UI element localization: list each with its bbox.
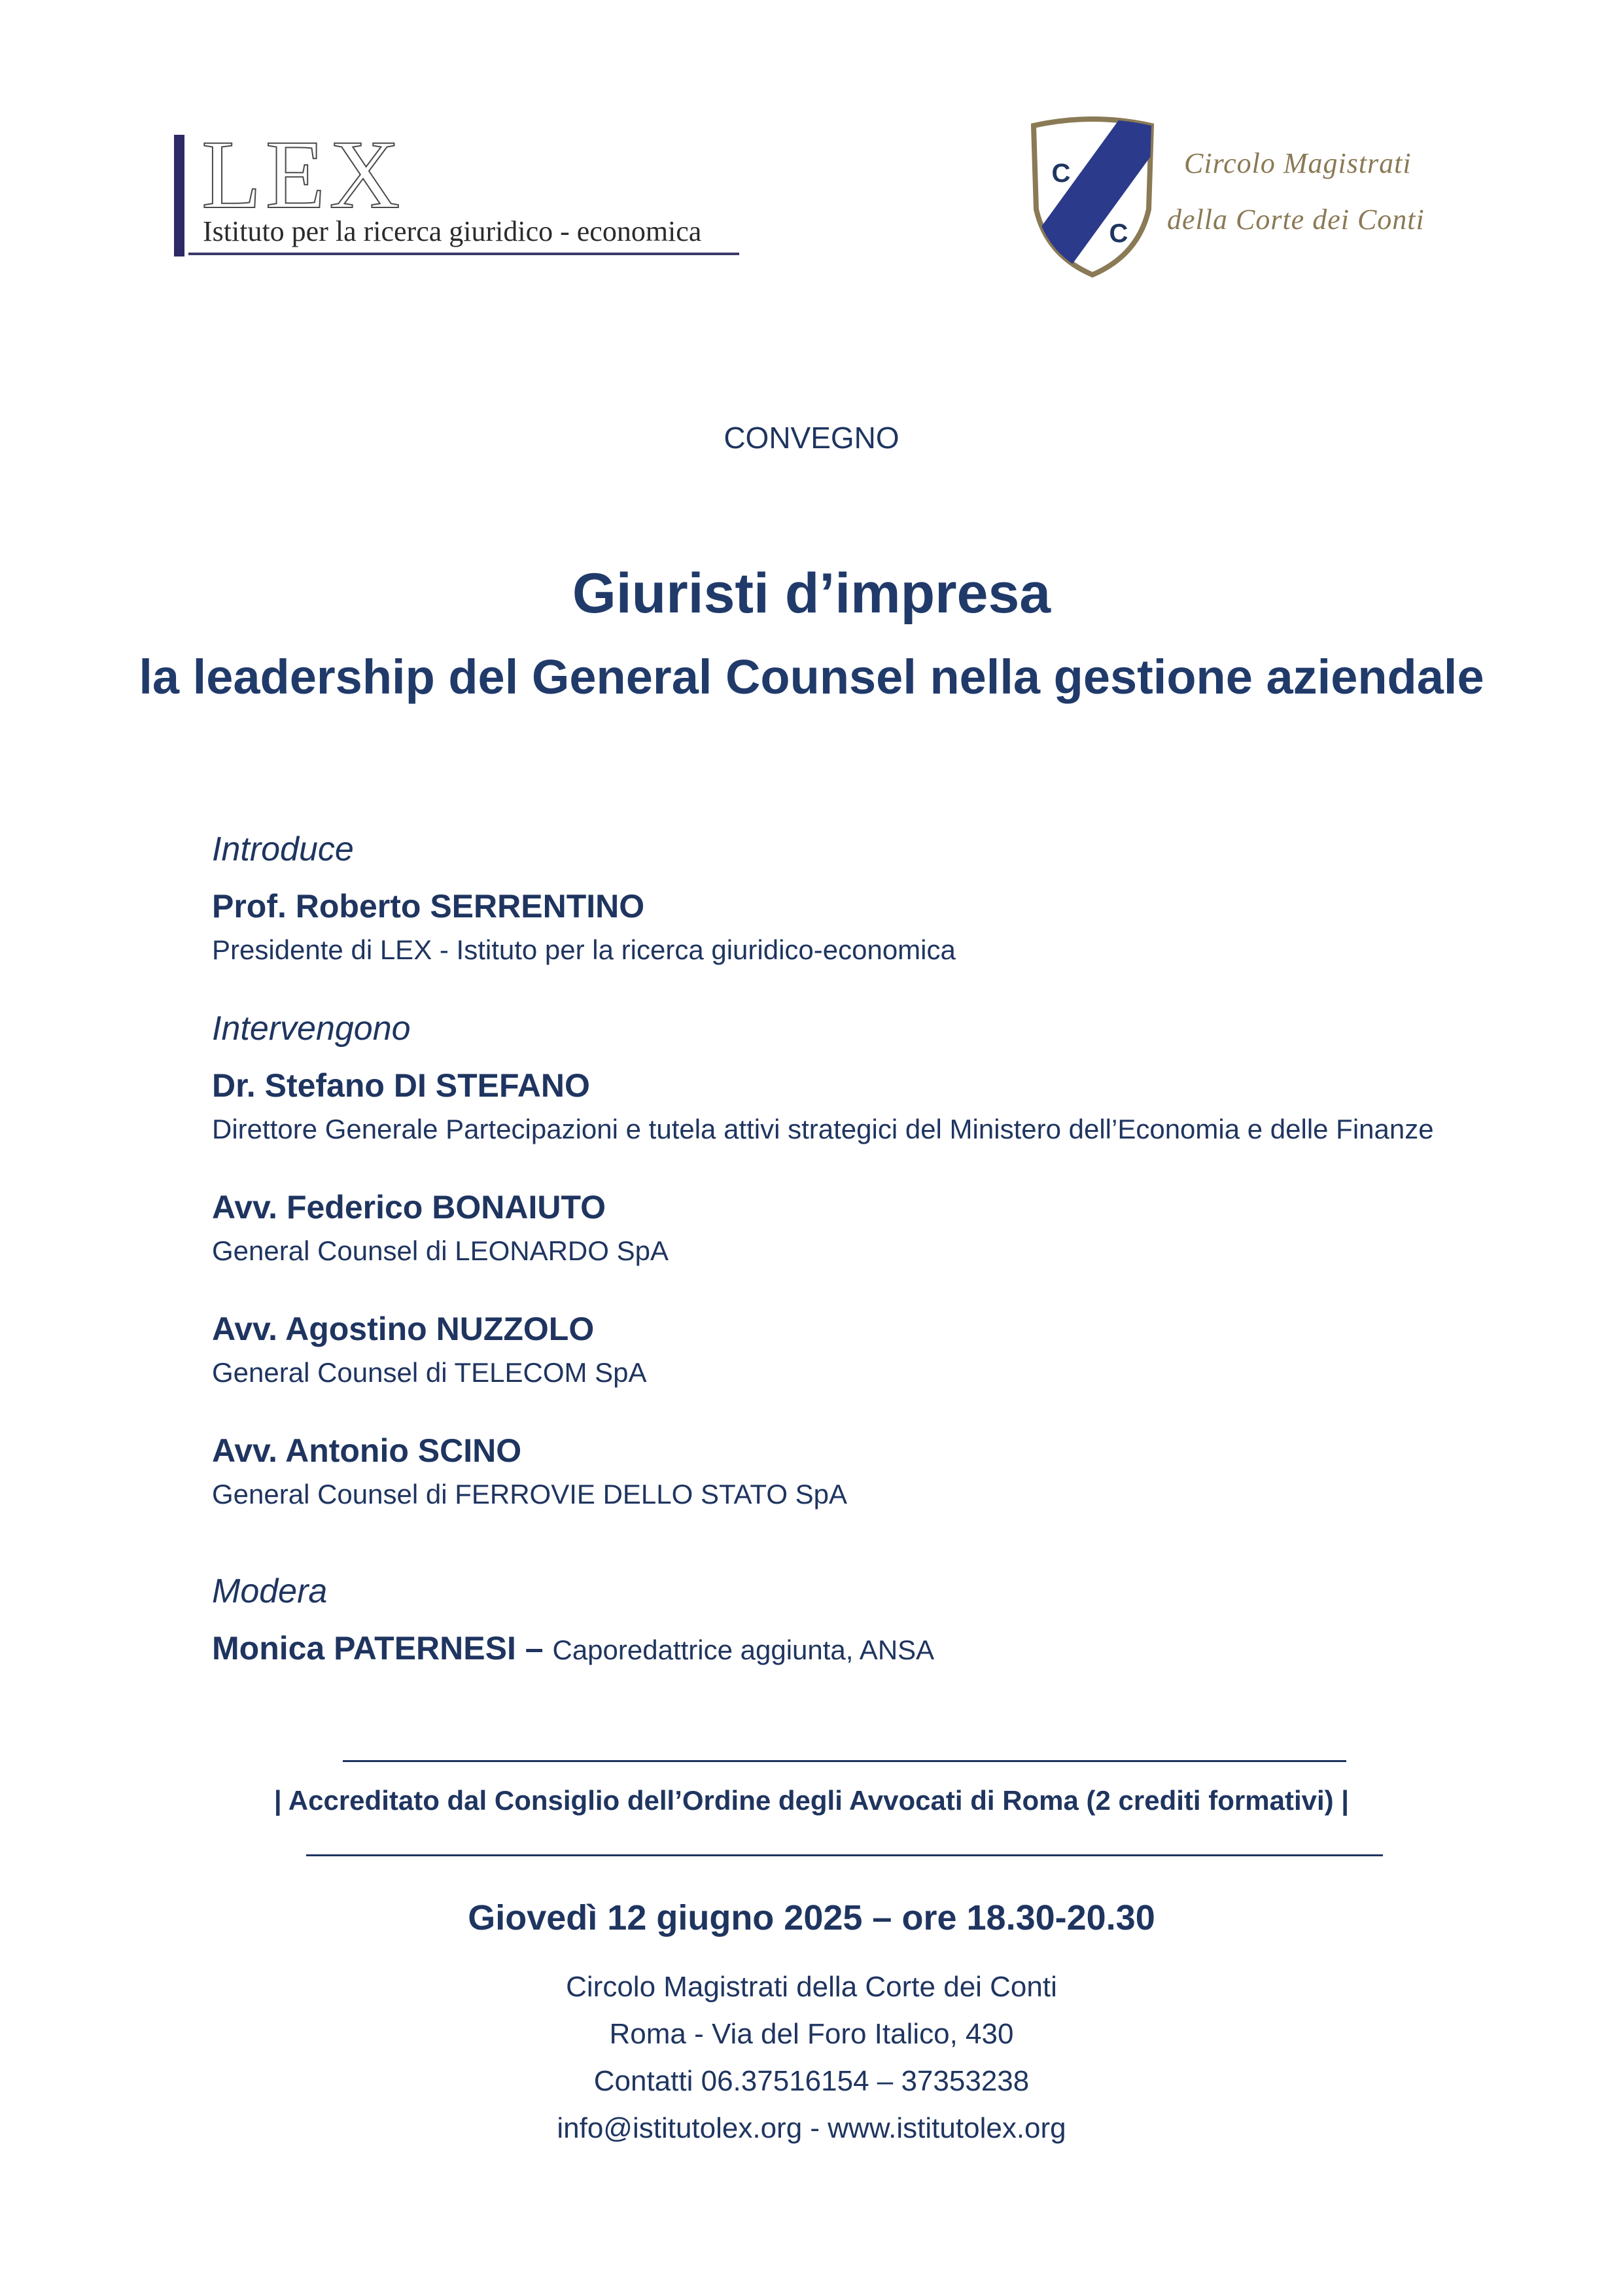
divider-top xyxy=(343,1760,1346,1762)
circolo-logo-line2: della Corte dei Conti xyxy=(1167,203,1425,236)
speaker-role: General Counsel di LEONARDO SpA xyxy=(212,1235,669,1266)
event-phones: Contatti 06.37516154 – 37353238 xyxy=(593,2065,1030,2097)
speaker-role: General Counsel di TELECOM SpA xyxy=(212,1357,647,1388)
lex-logo xyxy=(169,120,744,262)
lex-logo-tagline: Istituto per la ricerca giuridico - economica xyxy=(203,215,702,247)
section-label-speakers: Intervengono xyxy=(212,1010,411,1048)
lex-logo-bar xyxy=(174,135,184,256)
event-date: Giovedì 12 giugno 2025 – ore 18.30-20.30 xyxy=(468,1898,1155,1937)
moderator-line xyxy=(212,1629,934,1667)
accreditation-note: | Accreditato dal Consiglio dell’Ordine degli Avvocati di Roma (2 crediti formativi) | xyxy=(273,1785,1350,1816)
event-subtitle: la leadership del General Counsel nella gestione aziendale xyxy=(139,650,1484,704)
event-web-contacts: info@istitutolex.org - www.istitutolex.org xyxy=(557,2112,1066,2144)
lex-logo-underline xyxy=(188,253,739,255)
shield-letter-top: C xyxy=(1051,159,1071,188)
introducer-role: Presidente di LEX - Istituto per la ricerca giuridico-economica xyxy=(212,934,956,965)
circolo-logo-line1: Circolo Magistrati xyxy=(1184,147,1412,179)
moderator-role: Caporedattrice aggiunta, ANSA xyxy=(552,1634,935,1665)
speaker-name: Avv. Antonio SCINO xyxy=(212,1432,522,1469)
introducer-name: Prof. Roberto SERRENTINO xyxy=(212,888,645,925)
event-venue: Circolo Magistrati della Corte dei Conti xyxy=(566,1971,1057,2003)
speaker-name: Avv. Agostino NUZZOLO xyxy=(212,1311,595,1347)
speaker-name: Avv. Federico BONAIUTO xyxy=(212,1189,606,1226)
event-kicker: CONVEGNO xyxy=(724,421,899,455)
circolo-logo xyxy=(1027,111,1459,281)
moderator-name: Monica PATERNESI – xyxy=(212,1630,544,1667)
speaker-role: Direttore Generale Partecipazioni e tutela attivi strategici del Ministero dell’Economia e delle Finanze xyxy=(212,1114,1434,1144)
section-label-introduce: Introduce xyxy=(212,830,354,868)
section-label-moderator: Modera xyxy=(212,1572,328,1610)
speaker-name: Dr. Stefano DI STEFANO xyxy=(212,1067,590,1104)
event-title: Giuristi d’impresa xyxy=(572,562,1051,625)
circolo-shield-icon xyxy=(1027,111,1158,281)
speaker-role: General Counsel di FERROVIE DELLO STATO SpA xyxy=(212,1479,848,1510)
event-address: Roma - Via del Foro Italico, 430 xyxy=(609,2018,1014,2050)
divider-bottom xyxy=(306,1854,1383,1856)
shield-letter-bottom: C xyxy=(1109,219,1128,248)
lex-logo-word: LEX xyxy=(201,120,404,229)
